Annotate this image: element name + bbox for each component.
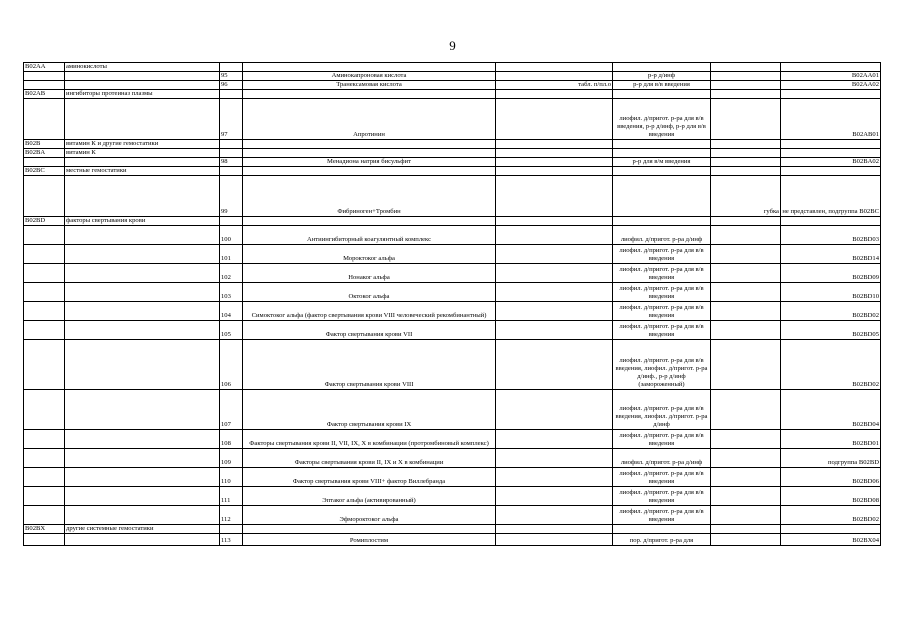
empty-cell	[65, 81, 220, 90]
other-form	[496, 487, 613, 506]
empty-cell	[243, 90, 496, 99]
empty-cell	[220, 525, 243, 534]
row-number: 102	[220, 264, 243, 283]
table-row	[24, 534, 881, 546]
empty-cell	[65, 340, 220, 390]
empty-cell	[781, 167, 881, 176]
extra-form	[711, 158, 781, 167]
atc-code: B02BD06	[781, 468, 881, 487]
drug-name: Фибриноген+Тромбин	[243, 176, 496, 217]
empty-cell	[65, 430, 220, 449]
table-row	[24, 321, 881, 340]
row-number: 110	[220, 468, 243, 487]
extra-form	[711, 534, 781, 546]
empty-cell	[65, 468, 220, 487]
extra-form	[711, 302, 781, 321]
empty-cell	[65, 283, 220, 302]
group-name: витамин К и другие гемостатики	[65, 140, 220, 149]
other-form	[496, 72, 613, 81]
row-number: 98	[220, 158, 243, 167]
atc-code: B02BD09	[781, 264, 881, 283]
empty-cell	[781, 525, 881, 534]
extra-form	[711, 99, 781, 140]
dosage-form: лиофил. д/пригот. р-ра д/инф	[613, 226, 711, 245]
empty-cell	[65, 449, 220, 468]
other-form	[496, 390, 613, 430]
other-form	[496, 158, 613, 167]
other-form	[496, 302, 613, 321]
atc-code: B02BD02	[781, 506, 881, 525]
empty-cell	[781, 217, 881, 226]
empty-cell	[243, 167, 496, 176]
table-row	[24, 81, 881, 90]
empty-cell	[24, 487, 65, 506]
empty-cell	[24, 81, 65, 90]
other-form	[496, 226, 613, 245]
empty-cell	[24, 534, 65, 546]
dosage-form	[613, 176, 711, 217]
drug-name: Факторы свертывания крови II, VII, IX, X в комбинации (протромбиновый комплекс)	[243, 430, 496, 449]
extra-form	[711, 81, 781, 90]
empty-cell	[711, 167, 781, 176]
empty-cell	[496, 90, 613, 99]
table-row	[24, 430, 881, 449]
row-number: 109	[220, 449, 243, 468]
atc-code: B02BD01	[781, 430, 881, 449]
table-row	[24, 449, 881, 468]
empty-cell	[220, 63, 243, 72]
group-row	[24, 63, 881, 72]
other-form	[496, 283, 613, 302]
extra-form	[711, 226, 781, 245]
empty-cell	[65, 176, 220, 217]
empty-cell	[65, 534, 220, 546]
row-number: 107	[220, 390, 243, 430]
extra-form: губка	[711, 176, 781, 217]
row-number: 104	[220, 302, 243, 321]
empty-cell	[65, 158, 220, 167]
page-number: 9	[449, 38, 456, 53]
empty-cell	[711, 90, 781, 99]
other-form	[496, 264, 613, 283]
atc-code: не представлен, подгруппа B02BC	[781, 176, 881, 217]
empty-cell	[496, 63, 613, 72]
other-form: табл. п/пл.о	[496, 81, 613, 90]
drug-name: Апротинин	[243, 99, 496, 140]
dosage-form: лиофил. д/пригот. р-ра для в/в введения, р-р д/инф, р-р для в/в введения	[613, 99, 711, 140]
empty-cell	[65, 321, 220, 340]
empty-cell	[613, 525, 711, 534]
row-number: 112	[220, 506, 243, 525]
empty-cell	[613, 167, 711, 176]
atc-group-code: B02AA	[24, 63, 65, 72]
dosage-form: лиофил. д/пригот. р-ра для в/в введения	[613, 487, 711, 506]
empty-cell	[24, 226, 65, 245]
empty-cell	[24, 468, 65, 487]
drug-name: Антиингибиторный коагулянтный комплекс	[243, 226, 496, 245]
empty-cell	[24, 321, 65, 340]
empty-cell	[24, 449, 65, 468]
drug-name: Фактор свертывания крови VII	[243, 321, 496, 340]
empty-cell	[243, 149, 496, 158]
table-row	[24, 72, 881, 81]
empty-cell	[711, 217, 781, 226]
atc-code: B02BD08	[781, 487, 881, 506]
row-number: 103	[220, 283, 243, 302]
atc-code: B02BD04	[781, 390, 881, 430]
empty-cell	[243, 217, 496, 226]
atc-group-code: B02BA	[24, 149, 65, 158]
empty-cell	[781, 149, 881, 158]
dosage-form: р-р для в/м введения	[613, 158, 711, 167]
table-row	[24, 264, 881, 283]
extra-form	[711, 283, 781, 302]
atc-code: B02AA01	[781, 72, 881, 81]
empty-cell	[496, 149, 613, 158]
table-row	[24, 487, 881, 506]
empty-cell	[711, 525, 781, 534]
empty-cell	[65, 487, 220, 506]
empty-cell	[781, 140, 881, 149]
table-row	[24, 283, 881, 302]
atc-code: B02AA02	[781, 81, 881, 90]
row-number: 99	[220, 176, 243, 217]
dosage-form: лиофил. д/пригот. р-ра для в/в введения	[613, 430, 711, 449]
empty-cell	[243, 63, 496, 72]
drug-name: Аминокапроновая кислота	[243, 72, 496, 81]
empty-cell	[24, 302, 65, 321]
extra-form	[711, 487, 781, 506]
extra-form	[711, 340, 781, 390]
empty-cell	[24, 158, 65, 167]
atc-group-code: B02BX	[24, 525, 65, 534]
drug-name: Фактор свертывания крови IX	[243, 390, 496, 430]
empty-cell	[243, 525, 496, 534]
empty-cell	[24, 245, 65, 264]
other-form	[496, 340, 613, 390]
drug-name: Эптаког альфа (активированный)	[243, 487, 496, 506]
empty-cell	[781, 63, 881, 72]
empty-cell	[496, 217, 613, 226]
empty-cell	[24, 283, 65, 302]
atc-group-code: B02BC	[24, 167, 65, 176]
extra-form	[711, 321, 781, 340]
dosage-form: лиофил. д/пригот. р-ра для в/в введения	[613, 264, 711, 283]
empty-cell	[781, 90, 881, 99]
empty-cell	[613, 90, 711, 99]
other-form	[496, 99, 613, 140]
table-row	[24, 158, 881, 167]
row-number: 108	[220, 430, 243, 449]
drug-name: Менадиона натрия бисульфит	[243, 158, 496, 167]
row-number: 106	[220, 340, 243, 390]
row-number: 97	[220, 99, 243, 140]
other-form	[496, 468, 613, 487]
empty-cell	[243, 140, 496, 149]
other-form	[496, 449, 613, 468]
empty-cell	[24, 430, 65, 449]
extra-form	[711, 245, 781, 264]
dosage-form: лиофил. д/пригот. р-ра для в/в введения	[613, 506, 711, 525]
empty-cell	[65, 302, 220, 321]
atc-group-code: B02B	[24, 140, 65, 149]
table-row	[24, 226, 881, 245]
extra-form	[711, 430, 781, 449]
atc-code: B02BD10	[781, 283, 881, 302]
table-row	[24, 302, 881, 321]
atc-code: B02BA02	[781, 158, 881, 167]
extra-form	[711, 390, 781, 430]
other-form	[496, 534, 613, 546]
row-number: 95	[220, 72, 243, 81]
empty-cell	[220, 149, 243, 158]
empty-cell	[220, 167, 243, 176]
other-form	[496, 245, 613, 264]
atc-code: B02BD05	[781, 321, 881, 340]
table-row	[24, 390, 881, 430]
atc-code: B02BD03	[781, 226, 881, 245]
group-row	[24, 140, 881, 149]
dosage-form: пор. д/пригот. р-ра для	[613, 534, 711, 546]
empty-cell	[24, 99, 65, 140]
drug-table	[23, 62, 881, 546]
group-name: местные гемостатики	[65, 167, 220, 176]
table-row	[24, 468, 881, 487]
extra-form	[711, 506, 781, 525]
empty-cell	[65, 390, 220, 430]
drug-name: Симоктоког альфа (фактор свертывания крови VIII человеческий рекомбинантный)	[243, 302, 496, 321]
drug-name: Октоког альфа	[243, 283, 496, 302]
dosage-form: лиофил. д/пригот. р-ра для в/в введения	[613, 468, 711, 487]
extra-form	[711, 264, 781, 283]
atc-group-code: B02AB	[24, 90, 65, 99]
group-row	[24, 167, 881, 176]
empty-cell	[65, 99, 220, 140]
atc-group-code: B02BD	[24, 217, 65, 226]
empty-cell	[24, 390, 65, 430]
empty-cell	[496, 140, 613, 149]
empty-cell	[613, 149, 711, 158]
atc-code: B02BD02	[781, 302, 881, 321]
empty-cell	[65, 72, 220, 81]
drug-name: Фактор свертывания крови VIII+ фактор Виллебранда	[243, 468, 496, 487]
atc-code: B02BD02	[781, 340, 881, 390]
empty-cell	[65, 506, 220, 525]
group-row	[24, 149, 881, 158]
empty-cell	[220, 90, 243, 99]
empty-cell	[24, 340, 65, 390]
group-name: ингибиторы протеиназ плазмы	[65, 90, 220, 99]
dosage-form: лиофил. д/пригот. р-ра для в/в введения	[613, 283, 711, 302]
empty-cell	[613, 217, 711, 226]
empty-cell	[711, 149, 781, 158]
drug-name: Факторы свертывания крови II, IX и X в комбинации	[243, 449, 496, 468]
empty-cell	[24, 176, 65, 217]
empty-cell	[220, 140, 243, 149]
group-name: аминокислоты	[65, 63, 220, 72]
other-form	[496, 321, 613, 340]
row-number: 113	[220, 534, 243, 546]
dosage-form: лиофил. д/пригот. р-ра для в/в введения, лиофил. д/пригот. р-ра д/инф	[613, 390, 711, 430]
row-number: 101	[220, 245, 243, 264]
dosage-form: р-р для в/в введения	[613, 81, 711, 90]
other-form	[496, 176, 613, 217]
empty-cell	[24, 72, 65, 81]
drug-name: Эфмороктоког альфа	[243, 506, 496, 525]
group-row	[24, 525, 881, 534]
atc-code: подгруппа B02BD	[781, 449, 881, 468]
dosage-form: лиофил. д/пригот. р-ра для в/в введения, лиофил. д/пригот. р-ра д/инф., р-р д/инф (замороженный)	[613, 340, 711, 390]
empty-cell	[496, 167, 613, 176]
group-name: факторы свертывания крови	[65, 217, 220, 226]
row-number: 100	[220, 226, 243, 245]
table-row	[24, 245, 881, 264]
drug-name: Транексамовая кислота	[243, 81, 496, 90]
drug-name: Нонаког альфа	[243, 264, 496, 283]
empty-cell	[613, 63, 711, 72]
empty-cell	[65, 245, 220, 264]
dosage-form: лиофил. д/пригот. р-ра для в/в введения	[613, 302, 711, 321]
atc-code: B02BX04	[781, 534, 881, 546]
drug-name: Фактор свертывания крови VIII	[243, 340, 496, 390]
dosage-form: лиофил. д/пригот. р-ра для в/в введения	[613, 245, 711, 264]
empty-cell	[711, 140, 781, 149]
empty-cell	[711, 63, 781, 72]
extra-form	[711, 72, 781, 81]
other-form	[496, 430, 613, 449]
dosage-form: лиофил. д/пригот. р-ра д/инф	[613, 449, 711, 468]
empty-cell	[496, 525, 613, 534]
extra-form	[711, 449, 781, 468]
atc-code: B02BD14	[781, 245, 881, 264]
drug-name: Мороктоког альфа	[243, 245, 496, 264]
group-name: витамин К	[65, 149, 220, 158]
drug-name: Ромиплостим	[243, 534, 496, 546]
dosage-form: лиофил. д/пригот. р-ра для в/в введения	[613, 321, 711, 340]
table-row	[24, 176, 881, 217]
other-form	[496, 506, 613, 525]
group-name: другие системные гемостатики	[65, 525, 220, 534]
extra-form	[711, 468, 781, 487]
row-number: 105	[220, 321, 243, 340]
atc-code: B02AB01	[781, 99, 881, 140]
group-row	[24, 217, 881, 226]
empty-cell	[220, 217, 243, 226]
empty-cell	[65, 226, 220, 245]
empty-cell	[613, 140, 711, 149]
row-number: 96	[220, 81, 243, 90]
table-row	[24, 340, 881, 390]
empty-cell	[24, 506, 65, 525]
table-row	[24, 99, 881, 140]
group-row	[24, 90, 881, 99]
empty-cell	[24, 264, 65, 283]
row-number: 111	[220, 487, 243, 506]
dosage-form: р-р д/инф	[613, 72, 711, 81]
empty-cell	[65, 264, 220, 283]
table-row	[24, 506, 881, 525]
